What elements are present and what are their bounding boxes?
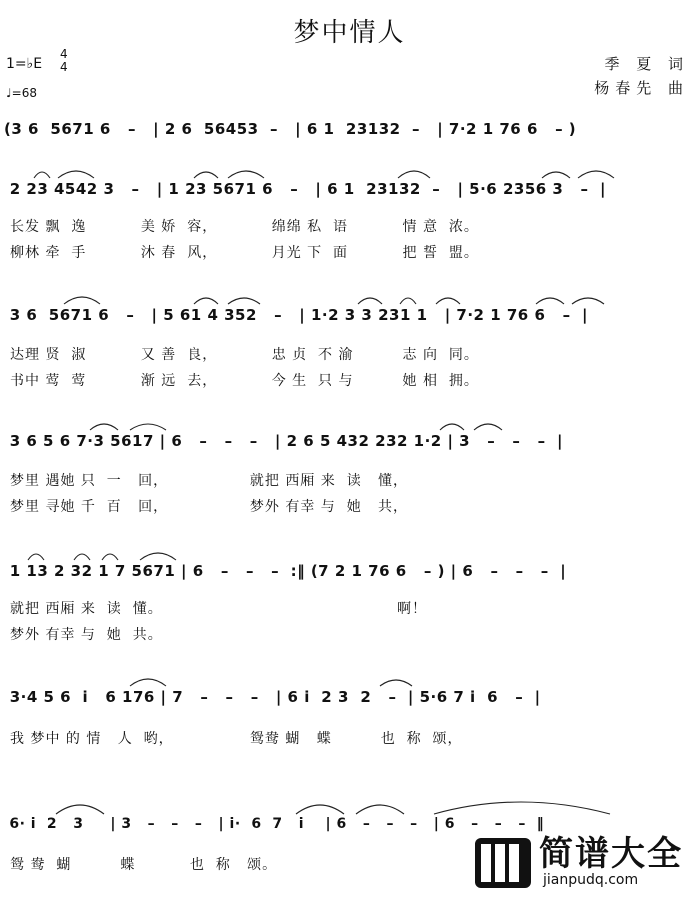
time-bottom: 4 — [60, 60, 68, 74]
score-row-2-notes: 2 23 4542 3 – | 1 23 5671 6 – | 6 1 23132 – | 5·6 2356 3 – | — [4, 180, 606, 198]
score-row-1-notes: (3 6 5671 6 – | 2 6 56453 – | 6 1 23132 – | 7·2 1 76 6 – ) — [4, 120, 577, 138]
slur-mark — [536, 298, 564, 304]
score-row-7-notes: 6· i 2 3 | 3 – – – | i· 6 7 i | 6 – – – | 6 – – – ‖ — [4, 816, 545, 832]
score-row-4-lyrics-verse-1: 梦里 遇她 只 一 回， 就把 西厢 来 读 懂， — [10, 473, 409, 489]
tempo-mark: ♩=68 — [6, 86, 37, 100]
score-row-3-notes: 3 6 5671 6 – | 5 61 4 352 – | 1·2 3 3 231 1 | 7·2 1 76 6 – | — [4, 306, 588, 324]
key-label: 1=♭E — [6, 56, 43, 72]
slur-mark — [194, 172, 218, 178]
composer-credit: 杨春先 曲 — [594, 79, 689, 97]
slur-mark — [474, 424, 502, 430]
score-row-4-notes: 3 6 5 6 7·3 5617 | 6 – – – | 2 6 5 432 232 1·2 | 3 – – – | — [4, 432, 564, 450]
piano-keys-icon — [473, 830, 535, 892]
slur-mark — [58, 171, 94, 178]
slur-mark — [102, 554, 118, 560]
slur-mark — [542, 172, 570, 178]
slur-mark — [572, 298, 604, 304]
slur-mark — [228, 298, 260, 304]
slur-mark — [356, 805, 404, 814]
slur-mark — [400, 298, 416, 304]
time-signature — [60, 48, 68, 74]
time-top: 4 — [60, 47, 68, 61]
slur-mark — [358, 298, 382, 304]
lyricist-credit: 季 夏 词 — [604, 55, 689, 73]
slur-mark — [130, 424, 166, 430]
slur-mark — [440, 424, 464, 430]
song-title: 梦中情人 — [293, 18, 406, 48]
slur-mark — [436, 298, 460, 304]
key-signature — [6, 56, 42, 72]
slur-mark — [228, 171, 264, 178]
slur-mark — [194, 298, 218, 304]
score-row-5-lyrics-verse-1: 就把 西厢 来 读 懂。 啊！ — [10, 601, 428, 617]
slur-mark — [74, 554, 90, 560]
site-logo — [473, 826, 693, 898]
slur-mark — [56, 805, 104, 814]
slur-mark — [380, 680, 412, 686]
score-row-7-lyrics-verse-1: 鸳 鸯 蝴 蝶 也 称 颂。 — [10, 857, 278, 873]
score-row-6-lyrics-verse-1: 我 梦中 的 情 人 哟， 鸳鸯 蝴 蝶 也 称 颂， — [10, 731, 463, 747]
slur-mark — [28, 554, 44, 560]
slur-mark — [90, 424, 118, 430]
slur-mark — [296, 805, 344, 814]
score-row-5-lyrics-verse-2: 梦外 有幸 与 她 共。 — [10, 627, 163, 643]
score-row-4-lyrics-verse-2: 梦里 寻她 千 百 回， 梦外 有幸 与 她 共， — [10, 499, 409, 515]
score-row-6-notes: 3·4 5 6 i 6 176 | 7 – – – | 6 i 2 3 2 – | 5·6 7 i 6 – | — [4, 688, 541, 706]
score-row-5-notes: 1 13 2 32 1 7 5671 | 6 – – – :‖ (7 2 1 76 6 – ) | 6 – – – | — [4, 562, 567, 580]
slur-mark — [140, 553, 176, 560]
slur-mark — [578, 171, 614, 178]
slur-mark — [34, 172, 50, 178]
score-row-2-lyrics-verse-2: 柳林 牵 手 沐 春 风， 月光 下 面 把 誓 盟。 — [10, 245, 479, 261]
slur-mark — [130, 679, 166, 686]
score-row-2-lyrics-verse-1: 长发 飘 逸 美 娇 容， 绵绵 私 语 情 意 浓。 — [10, 219, 479, 235]
score-row-3-lyrics-verse-2: 书中 莺 莺 渐 远 去， 今 生 只 与 她 相 拥。 — [10, 373, 479, 389]
slur-mark — [64, 297, 100, 304]
logo-url: jianpudq.com — [543, 872, 639, 888]
logo-name: 简谱大全 — [539, 834, 683, 874]
credits — [594, 52, 689, 100]
score-row-3-lyrics-verse-1: 达理 贤 淑 又 善 良， 忠 贞 不 渝 志 向 同。 — [10, 347, 479, 363]
slur-mark — [398, 171, 430, 178]
slur-mark — [434, 802, 610, 814]
